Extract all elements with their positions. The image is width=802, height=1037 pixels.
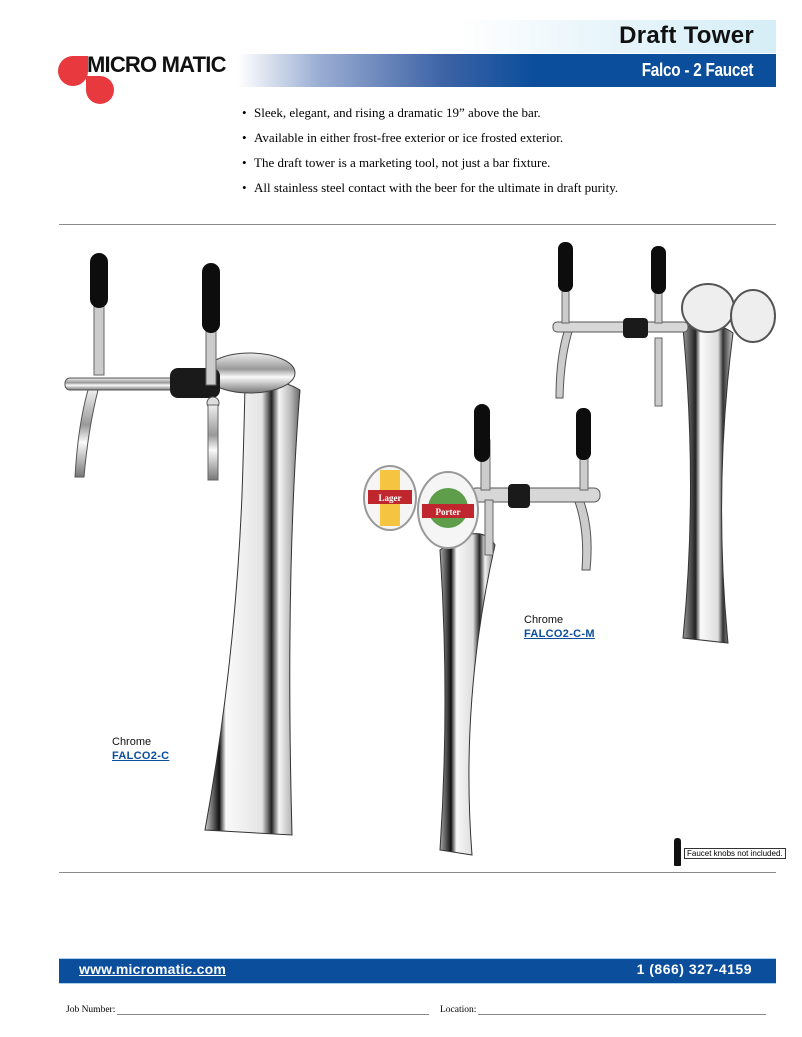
micro-matic-logo (58, 52, 238, 104)
page-subtitle: Falco - 2 Faucet (641, 60, 753, 80)
logo-red-dot-icon (58, 56, 88, 86)
product-finish: Chrome (112, 736, 152, 748)
knobs-note-text: Faucet knobs not included. (684, 848, 786, 859)
feature-item: • The draft tower is a marketing tool, not just a bar fixture. (242, 154, 618, 179)
feature-item: • Available in either frost-free exterior or ice frosted exterior. (242, 129, 618, 154)
location-line[interactable] (478, 1004, 766, 1015)
knobs-note (674, 838, 783, 866)
product-sku-link[interactable]: FALCO2-C (112, 750, 170, 762)
divider (59, 224, 776, 225)
porter-badge-icon (418, 472, 478, 548)
divider (59, 872, 776, 873)
faucet-knob-icon (674, 838, 681, 866)
feature-list (242, 104, 618, 204)
job-number-label: Job Number: (66, 1005, 116, 1015)
job-number-line[interactable] (117, 1004, 429, 1015)
phone-number: 1 (866) 327-4159 (636, 961, 752, 977)
lager-badge-icon (364, 466, 416, 530)
feature-item: • Sleek, elegant, and rising a dramatic 19” above the bar. (242, 104, 618, 129)
page-title: Draft Tower (619, 22, 754, 49)
product-caption-falco2-c (112, 736, 169, 762)
product-caption-falco2-c-m (524, 614, 595, 640)
feature-item: • All stainless steel contact with the beer for the ultimate in draft purity. (242, 179, 618, 204)
location-field[interactable] (440, 1004, 766, 1015)
svg-text:Porter: Porter (435, 507, 461, 517)
product-sku-link[interactable]: FALCO2-C-M (524, 628, 595, 640)
svg-text:Lager: Lager (378, 493, 402, 503)
logo-red-dot-icon (86, 76, 114, 104)
falco2-c-tower-image (60, 245, 340, 845)
job-number-field[interactable] (66, 1004, 429, 1015)
falco2-c-m-tower-rear-image (548, 238, 783, 648)
product-finish: Chrome (524, 614, 564, 626)
website-link[interactable]: www.micromatic.com (79, 961, 227, 977)
brand-wordmark: MICRO MATIC (87, 52, 226, 77)
location-label: Location: (440, 1005, 477, 1015)
